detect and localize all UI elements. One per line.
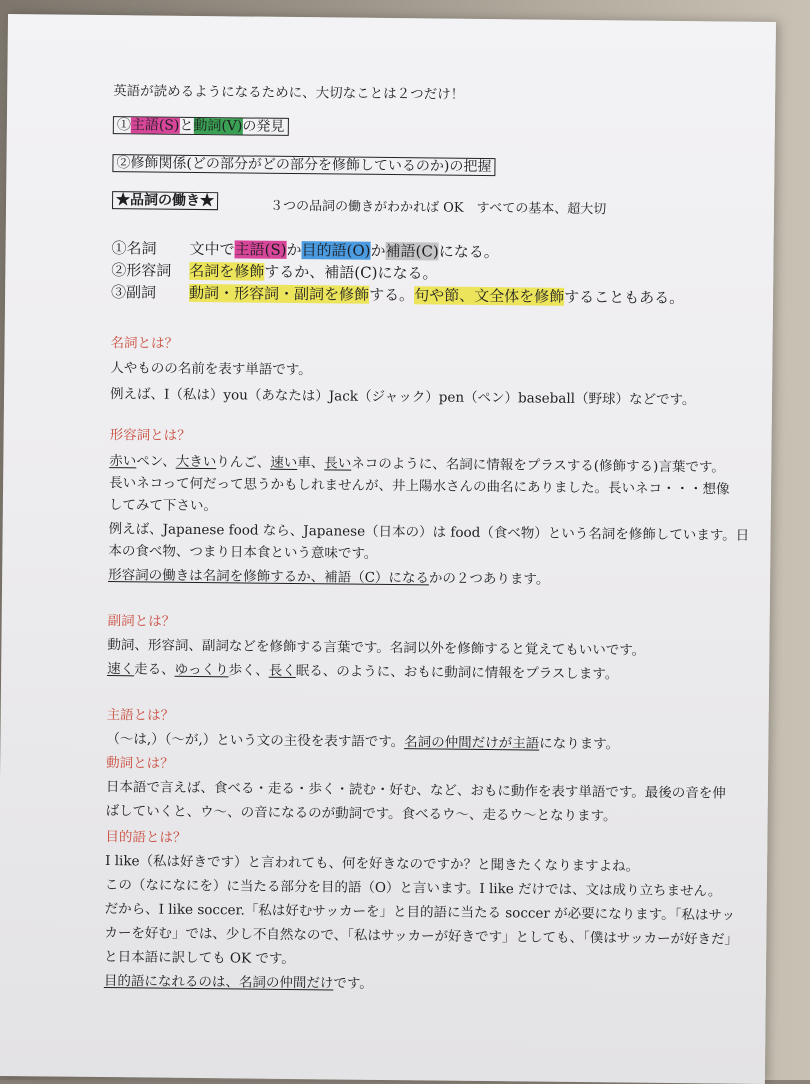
adj-text-3: してみて下さい。	[108, 497, 217, 515]
point-1-box: ①主語(S)と動詞(V)の発見	[113, 115, 289, 137]
noun-row: ①名詞 文中で主語(S)か目的語(O)か補語(C)になる。	[111, 239, 499, 262]
adj-row: ②形容詞 名詞を修飾するか、補語(C)になる。	[111, 261, 438, 283]
object-text-5: と日本語に訳しても OK です。	[104, 949, 295, 968]
verb-text-2: ばしていくと、ウ～、の音になるのが動詞です。食べるウ～、走るウ～となります。	[105, 803, 617, 825]
subject-heading: 主語とは？	[106, 707, 175, 724]
subject-text-1: （～は,）（～が,）という文の主役を表す語です。名詞の仲間だけが主語になります。	[106, 731, 620, 753]
pos-box: ★品詞の働き★	[112, 190, 218, 211]
adv-row: ③副詞 動詞・形容詞・副詞を修飾する。句や節、文全体を修飾することもある。	[111, 283, 685, 308]
document-page	[0, 14, 776, 1084]
object-text-2: この（なになにを）に当たる部分を目的語（O）と言います。I like だけでは、文は成り立ちません。	[104, 877, 722, 900]
point-2-box: ②修飾関係(どの部分がどの部分を修飾しているのか)の把握	[112, 153, 495, 177]
adj-text-1: 赤いペン、大きいりんご、速い車、長いネコのように、名詞に情報をプラスする(修飾する)言葉です。	[109, 453, 725, 476]
verb-text-1: 日本語で言えば、食べる・走る・歩く・読む・好む、など、おもに動作を表す単語です。最後の音を伸	[105, 779, 726, 802]
object-text-4: カーを好む」では、少し不自然なので、「私はサッカーが好きです」としても、「僕はサッカーが好きだ」	[104, 925, 739, 948]
pos-note: ３つの品詞の働きがわかれば OK すべての基本、超大切	[269, 198, 607, 218]
adv-heading: 副詞とは？	[107, 613, 176, 630]
verb-highlight: 動詞(V)	[193, 117, 243, 135]
adj-text-2: 長いネコって何だって思うかもしれませんが、井上陽水さんの曲名にありました。長いネコ・・・想像	[109, 475, 730, 498]
adv-text-2: 速く走る、ゆっくり歩く、長く眠る、のように、おもに動詞に情報をプラスします。	[107, 661, 619, 683]
adj-text-4: 例えば、Japanese food なら、Japanese（日本の）は food（食べ物）という名詞を修飾しています。日	[108, 521, 750, 544]
adj-text-6: 形容詞の働きは名詞を修飾するか、補語（C）になるかの２つあります。	[108, 567, 550, 588]
object-heading: 目的語とは？	[105, 829, 187, 846]
noun-text-2: 例えば、I（私は）you（あなたは）Jack（ジャック）pen（ペン）baseball（野球）などです。	[109, 386, 696, 409]
object-text-6: 目的語になれるのは、名詞の仲間だけです。	[103, 973, 373, 992]
adj-text-5: 本の食べ物、つまり日本食という意味です。	[108, 543, 378, 562]
noun-text-1: 人やものの名前を表す単語です。	[110, 360, 312, 379]
adj-heading: 形容詞とは？	[109, 427, 191, 444]
verb-heading: 動詞とは？	[106, 755, 174, 772]
object-text-3: だから、I like soccer.「私は好むサッカーを」と目的語に当たる soccer が必要になります。「私はサッ	[104, 901, 736, 924]
object-text-1: I like（私は好きです）と言われても、何を好きなのですか？と聞きたくなりますよね。	[105, 853, 640, 875]
intro-line: 英語が読めるようになるために、大切なことは２つだけ！	[113, 83, 465, 103]
noun-heading: 名詞とは？	[110, 335, 179, 352]
subject-highlight: 主語(S)	[130, 117, 180, 134]
adv-text-1: 動詞、形容詞、副詞などを修飾する言葉です。名詞以外を修飾すると覚えてもいいです。	[107, 637, 646, 659]
